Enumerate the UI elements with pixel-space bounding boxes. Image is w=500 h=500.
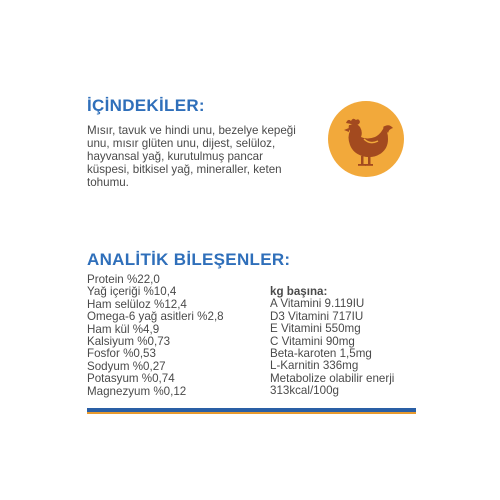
list-item: Metabolize olabilir enerji	[270, 371, 395, 385]
per-kg-heading: kg başına:	[270, 285, 328, 298]
list-item: Ham selüloz %12,4	[87, 297, 187, 311]
list-item: 313kcal/100g	[270, 384, 339, 398]
ingredients-text	[87, 124, 327, 189]
list-item: Magnezyum %0,12	[87, 384, 187, 398]
footer-divider	[87, 408, 416, 414]
list-item: D3 Vitamini 717IU	[270, 309, 364, 323]
list-item: Sodyum %0,27	[87, 359, 166, 373]
list-item: E Vitamini 550mg	[270, 322, 361, 336]
list-item: L-Karnitin 336mg	[270, 359, 359, 373]
analysis-title: ANALİTİK BİLEŞENLER:	[87, 250, 291, 269]
list-item: Omega-6 yağ asitleri %2,8	[87, 310, 224, 324]
list-item: A Vitamini 9.119IU	[270, 297, 365, 311]
analysis-left-list	[87, 274, 224, 398]
ingredients-line: tohumu.	[87, 176, 129, 189]
list-item: Protein %22,0	[87, 273, 160, 286]
ingredients-line: hayvansal yağ, kurutulmuş pancar	[87, 150, 263, 163]
list-item: Potasyum %0,74	[87, 372, 175, 386]
ingredients-line: küspesi, bitkisel yağ, mineraller, keten	[87, 163, 282, 176]
divider-orange-stripe	[87, 412, 416, 414]
list-item: Ham kül %4,9	[87, 322, 160, 336]
ingredients-line: unu, mısır glüten unu, dijest, selüloz,	[87, 137, 276, 150]
ingredients-title: İÇİNDEKİLER:	[87, 96, 205, 115]
ingredients-line: Mısır, tavuk ve hindi unu, bezelye kepeği	[87, 124, 296, 137]
list-item: Yağ içeriği %10,4	[87, 285, 177, 299]
list-item: C Vitamini 90mg	[270, 334, 355, 348]
list-item: Kalsiyum %0,73	[87, 335, 171, 349]
analysis-right-list	[270, 286, 394, 398]
list-item: Fosfor %0,53	[87, 347, 156, 361]
list-item: Beta-karoten 1,5mg	[270, 347, 372, 361]
chicken-icon	[328, 101, 404, 177]
